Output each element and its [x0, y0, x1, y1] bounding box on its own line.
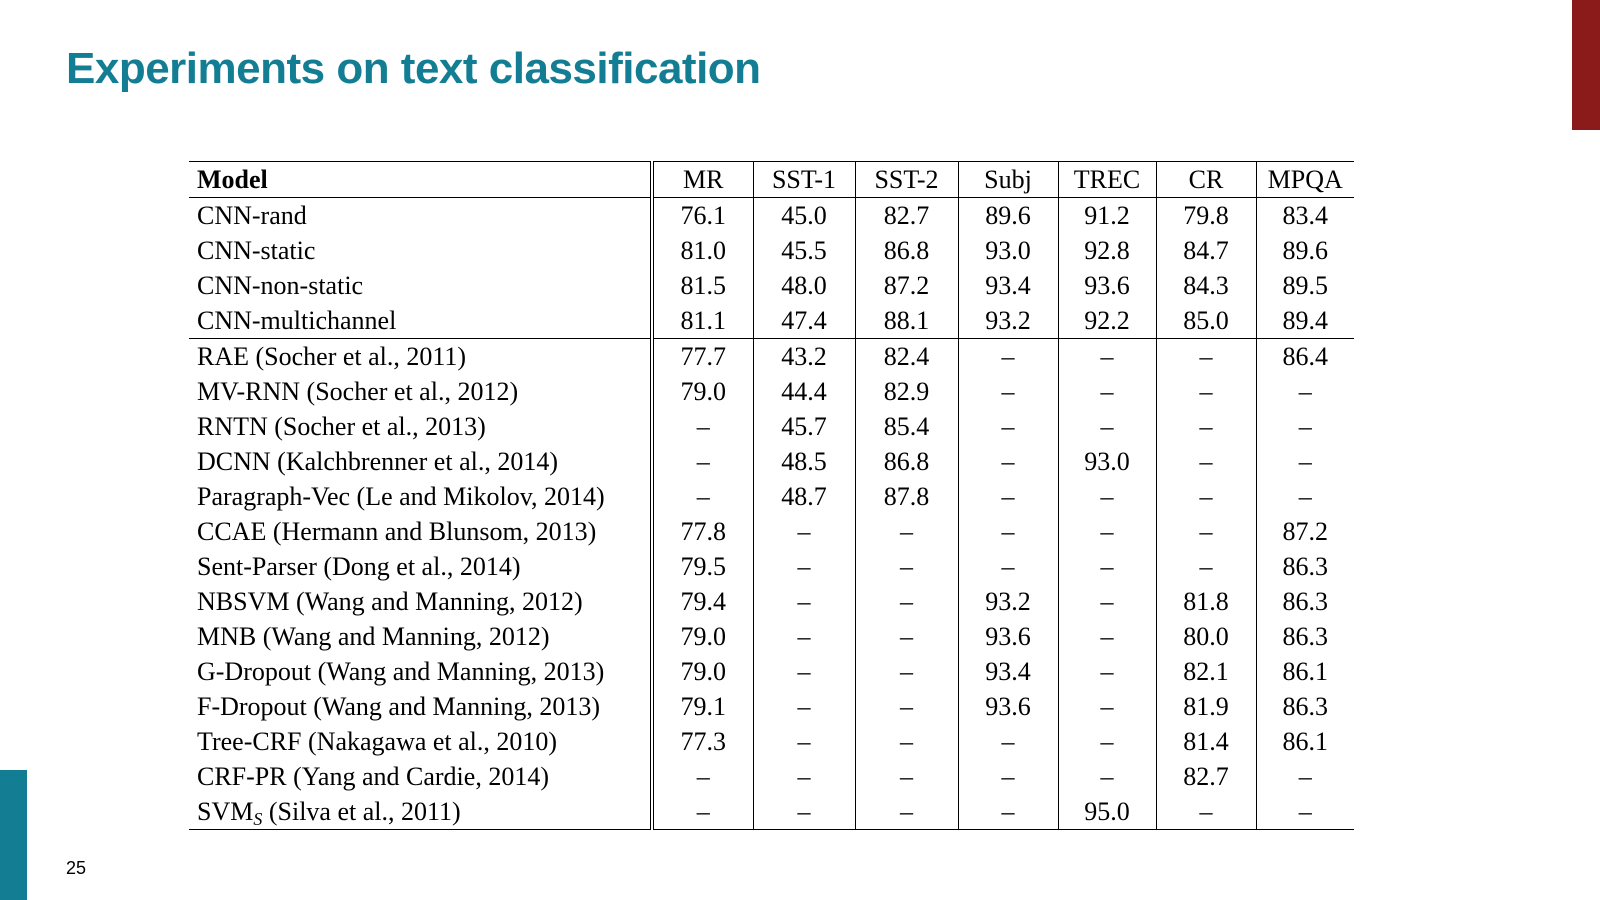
- table-row: [189, 759, 1354, 794]
- table-row: [189, 514, 1354, 549]
- score-cell-mr: –: [652, 409, 753, 444]
- table-row: [189, 584, 1354, 619]
- score-cell-trec: –: [1058, 374, 1156, 409]
- score-cell-mr: 77.3: [652, 724, 753, 759]
- score-cell-cr: 79.8: [1156, 198, 1256, 234]
- score-cell-trec: 92.2: [1058, 303, 1156, 339]
- model-name-cell: [189, 584, 652, 619]
- table-row: [189, 233, 1354, 268]
- model-name: F-Dropout (Wang and Manning, 2013): [197, 692, 601, 721]
- table-row: [189, 619, 1354, 654]
- model-name-cell: [189, 198, 652, 234]
- accent-bar-top: [1572, 0, 1600, 130]
- model-name: CNN-rand: [197, 201, 307, 230]
- score-cell-mpqa: 86.4: [1282, 342, 1328, 371]
- score-cell-trec: –: [1058, 514, 1156, 549]
- model-name: RNTN (Socher et al., 2013): [197, 412, 486, 441]
- score-cell-subj: –: [958, 759, 1058, 794]
- score-cell-subj: –: [958, 794, 1058, 830]
- score-cell-sst1: 43.2: [753, 339, 855, 375]
- score-cell-sst1: –: [753, 724, 855, 759]
- model-name: NBSVM (Wang and Manning, 2012): [197, 587, 583, 616]
- score-cell-mr: 81.5: [652, 268, 753, 303]
- score-cell-cr: –: [1156, 794, 1256, 830]
- score-cell-subj: –: [958, 339, 1058, 375]
- score-cell-sst1: 48.0: [753, 268, 855, 303]
- table-row: [189, 409, 1354, 444]
- model-name: SVM: [197, 797, 254, 826]
- model-name-cell: [189, 444, 652, 479]
- score-cell-sst1: –: [753, 759, 855, 794]
- score-cell-trec: –: [1058, 654, 1156, 689]
- column-header-sst2: SST-2: [855, 162, 958, 198]
- score-cell-mr: –: [652, 759, 753, 794]
- score-cell-sst1: –: [753, 549, 855, 584]
- model-name-cell: [189, 654, 652, 689]
- score-cell-sst2: 87.2: [855, 268, 958, 303]
- score-cell-mr: 79.0: [652, 374, 753, 409]
- model-name: CRF-PR (Yang and Cardie, 2014): [197, 762, 549, 791]
- score-cell-subj: 93.2: [958, 584, 1058, 619]
- score-cell-subj: 93.6: [958, 619, 1058, 654]
- score-cell-subj: 93.4: [958, 654, 1058, 689]
- score-cell-mpqa: 86.3: [1282, 552, 1328, 581]
- column-header-trec: TREC: [1058, 162, 1156, 198]
- score-cell-subj: –: [958, 479, 1058, 514]
- model-name: RAE (Socher et al., 2011): [197, 342, 467, 371]
- score-cell-cr: –: [1156, 514, 1256, 549]
- score-cell-mr: 76.1: [652, 198, 753, 234]
- score-cell-cr: 82.7: [1156, 759, 1256, 794]
- score-cell-subj: –: [958, 374, 1058, 409]
- score-cell-sst2: –: [855, 619, 958, 654]
- score-cell-cr: 84.7: [1156, 233, 1256, 268]
- score-cell-sst2: 82.7: [855, 198, 958, 234]
- score-cell-mpqa: 86.1: [1282, 657, 1328, 686]
- score-cell-sst2: 87.8: [855, 479, 958, 514]
- model-name: Tree-CRF (Nakagawa et al., 2010): [197, 727, 558, 756]
- score-cell-cr: 82.1: [1156, 654, 1256, 689]
- table-row: [189, 198, 1354, 234]
- score-cell-trec: –: [1058, 339, 1156, 375]
- model-name: Paragraph-Vec (Le and Mikolov, 2014): [197, 482, 605, 511]
- score-cell-mr: –: [652, 479, 753, 514]
- score-cell-sst1: –: [753, 689, 855, 724]
- model-name-cell: [189, 374, 652, 409]
- score-cell-trec: –: [1058, 549, 1156, 584]
- score-cell-subj: 93.4: [958, 268, 1058, 303]
- table-row: [189, 444, 1354, 479]
- score-cell-trec: –: [1058, 409, 1156, 444]
- model-name-subscript: S: [253, 809, 263, 829]
- score-cell-sst1: –: [753, 794, 855, 830]
- score-cell-sst1: –: [753, 514, 855, 549]
- model-name-cell: [189, 514, 652, 549]
- score-cell-mpqa: 86.3: [1282, 692, 1328, 721]
- score-cell-sst2: –: [855, 654, 958, 689]
- column-header-subj: Subj: [958, 162, 1058, 198]
- model-name: CNN-multichannel: [197, 306, 397, 335]
- score-cell-trec: 92.8: [1058, 233, 1156, 268]
- column-header-sst1: SST-1: [753, 162, 855, 198]
- score-cell-sst2: –: [855, 759, 958, 794]
- score-cell-mr: 79.0: [652, 654, 753, 689]
- model-name: Sent-Parser (Dong et al., 2014): [197, 552, 521, 581]
- table-row: [189, 268, 1354, 303]
- model-name-suffix: (Silva et al., 2011): [262, 797, 461, 826]
- score-cell-subj: 93.0: [958, 233, 1058, 268]
- model-name-cell: [189, 303, 652, 339]
- score-cell-mpqa: –: [1256, 794, 1354, 830]
- score-cell-mpqa: 87.2: [1282, 517, 1328, 546]
- score-cell-mr: 81.0: [652, 233, 753, 268]
- table-body: [189, 198, 1354, 830]
- score-cell-cr: 81.8: [1156, 584, 1256, 619]
- table-row: [189, 689, 1354, 724]
- score-cell-cr: –: [1156, 409, 1256, 444]
- model-column-header: Model: [189, 162, 652, 198]
- score-cell-mr: 79.1: [652, 689, 753, 724]
- column-header-cr: CR: [1156, 162, 1256, 198]
- score-cell-mr: –: [652, 794, 753, 830]
- score-cell-sst1: 44.4: [753, 374, 855, 409]
- table-row: [189, 374, 1354, 409]
- score-cell-sst1: 47.4: [753, 303, 855, 339]
- score-cell-cr: 85.0: [1156, 303, 1256, 339]
- table-row: [189, 339, 1354, 375]
- model-name-cell: [189, 549, 652, 584]
- score-cell-cr: 80.0: [1156, 619, 1256, 654]
- model-name-cell: [189, 233, 652, 268]
- score-cell-trec: –: [1058, 584, 1156, 619]
- score-cell-mr: 77.7: [652, 339, 753, 375]
- score-cell-cr: 84.3: [1156, 268, 1256, 303]
- score-cell-mpqa: –: [1298, 377, 1312, 406]
- model-name-cell: [189, 759, 652, 794]
- score-cell-sst1: 45.5: [753, 233, 855, 268]
- model-name: G-Dropout (Wang and Manning, 2013): [197, 657, 605, 686]
- score-cell-mr: –: [652, 444, 753, 479]
- score-cell-subj: –: [958, 549, 1058, 584]
- score-cell-subj: –: [958, 444, 1058, 479]
- accent-bar-bottom: [0, 770, 27, 900]
- score-cell-sst2: –: [855, 689, 958, 724]
- model-name-cell: [189, 619, 652, 654]
- score-cell-cr: –: [1156, 479, 1256, 514]
- score-cell-sst2: 88.1: [855, 303, 958, 339]
- score-cell-mpqa: 89.6: [1282, 236, 1328, 265]
- score-cell-sst1: –: [753, 619, 855, 654]
- score-cell-mpqa: 86.3: [1282, 622, 1328, 651]
- score-cell-mr: 79.4: [652, 584, 753, 619]
- score-cell-subj: –: [958, 514, 1058, 549]
- model-name-cell: [189, 794, 652, 830]
- table-row: [189, 794, 1354, 830]
- score-cell-mpqa: 86.3: [1282, 587, 1328, 616]
- score-cell-mr: 77.8: [652, 514, 753, 549]
- score-cell-sst1: 48.5: [753, 444, 855, 479]
- model-name-cell: [189, 268, 652, 303]
- score-cell-mpqa: 89.5: [1282, 271, 1328, 300]
- score-cell-sst1: 45.0: [753, 198, 855, 234]
- score-cell-sst2: –: [855, 794, 958, 830]
- score-cell-sst1: –: [753, 584, 855, 619]
- score-cell-cr: –: [1156, 339, 1256, 375]
- score-cell-trec: 93.0: [1058, 444, 1156, 479]
- score-cell-sst2: 82.9: [855, 374, 958, 409]
- score-cell-sst1: –: [753, 654, 855, 689]
- table-row: [189, 479, 1354, 514]
- score-cell-mpqa: –: [1298, 447, 1312, 476]
- score-cell-mpqa: –: [1298, 482, 1312, 511]
- score-cell-sst2: 86.8: [855, 444, 958, 479]
- model-name-cell: [189, 409, 652, 444]
- model-name: DCNN (Kalchbrenner et al., 2014): [197, 447, 558, 476]
- model-name: CNN-non-static: [197, 271, 364, 300]
- model-name: MNB (Wang and Manning, 2012): [197, 622, 550, 651]
- table-row: [189, 303, 1354, 339]
- score-cell-sst2: 82.4: [855, 339, 958, 375]
- score-cell-subj: 93.2: [958, 303, 1058, 339]
- page-number: 25: [66, 858, 87, 878]
- score-cell-trec: 93.6: [1058, 268, 1156, 303]
- score-cell-sst2: –: [855, 514, 958, 549]
- score-cell-subj: 89.6: [958, 198, 1058, 234]
- score-cell-sst1: 45.7: [753, 409, 855, 444]
- score-cell-cr: –: [1156, 444, 1256, 479]
- score-cell-mpqa: 83.4: [1282, 201, 1328, 230]
- score-cell-trec: 95.0: [1058, 794, 1156, 830]
- score-cell-mpqa: –: [1298, 412, 1312, 441]
- score-cell-sst2: –: [855, 724, 958, 759]
- score-cell-cr: –: [1156, 374, 1256, 409]
- results-table: [189, 161, 1354, 830]
- score-cell-mr: 79.5: [652, 549, 753, 584]
- score-cell-sst2: –: [855, 584, 958, 619]
- table-row: [189, 549, 1354, 584]
- score-cell-mpqa: –: [1298, 762, 1312, 791]
- score-cell-trec: –: [1058, 724, 1156, 759]
- score-cell-trec: –: [1058, 619, 1156, 654]
- score-cell-cr: 81.4: [1156, 724, 1256, 759]
- score-cell-sst2: 86.8: [855, 233, 958, 268]
- slide-title: Experiments on text classification: [66, 44, 761, 93]
- table-row: [189, 654, 1354, 689]
- score-cell-mpqa: 86.1: [1282, 727, 1328, 756]
- score-cell-trec: 91.2: [1058, 198, 1156, 234]
- model-name: CNN-static: [197, 236, 316, 265]
- table-row: [189, 724, 1354, 759]
- score-cell-sst2: –: [855, 549, 958, 584]
- score-cell-sst2: 85.4: [855, 409, 958, 444]
- model-name-cell: [189, 339, 652, 375]
- model-name-cell: [189, 479, 652, 514]
- score-cell-subj: –: [958, 409, 1058, 444]
- model-name: MV-RNN (Socher et al., 2012): [197, 377, 519, 406]
- model-name-cell: [189, 689, 652, 724]
- score-cell-sst1: 48.7: [753, 479, 855, 514]
- model-name: CCAE (Hermann and Blunsom, 2013): [197, 517, 597, 546]
- score-cell-trec: –: [1058, 759, 1156, 794]
- column-header-mr: MR: [652, 162, 753, 198]
- score-cell-subj: 93.6: [958, 689, 1058, 724]
- score-cell-mr: 81.1: [652, 303, 753, 339]
- score-cell-mr: 79.0: [652, 619, 753, 654]
- table-header-row: [189, 162, 1354, 198]
- column-header-mpqa: MPQA: [1256, 162, 1354, 198]
- score-cell-mpqa: 89.4: [1256, 303, 1354, 339]
- score-cell-cr: 81.9: [1156, 689, 1256, 724]
- model-name-cell: [189, 724, 652, 759]
- score-cell-trec: –: [1058, 479, 1156, 514]
- score-cell-trec: –: [1058, 689, 1156, 724]
- score-cell-subj: –: [958, 724, 1058, 759]
- score-cell-cr: –: [1156, 549, 1256, 584]
